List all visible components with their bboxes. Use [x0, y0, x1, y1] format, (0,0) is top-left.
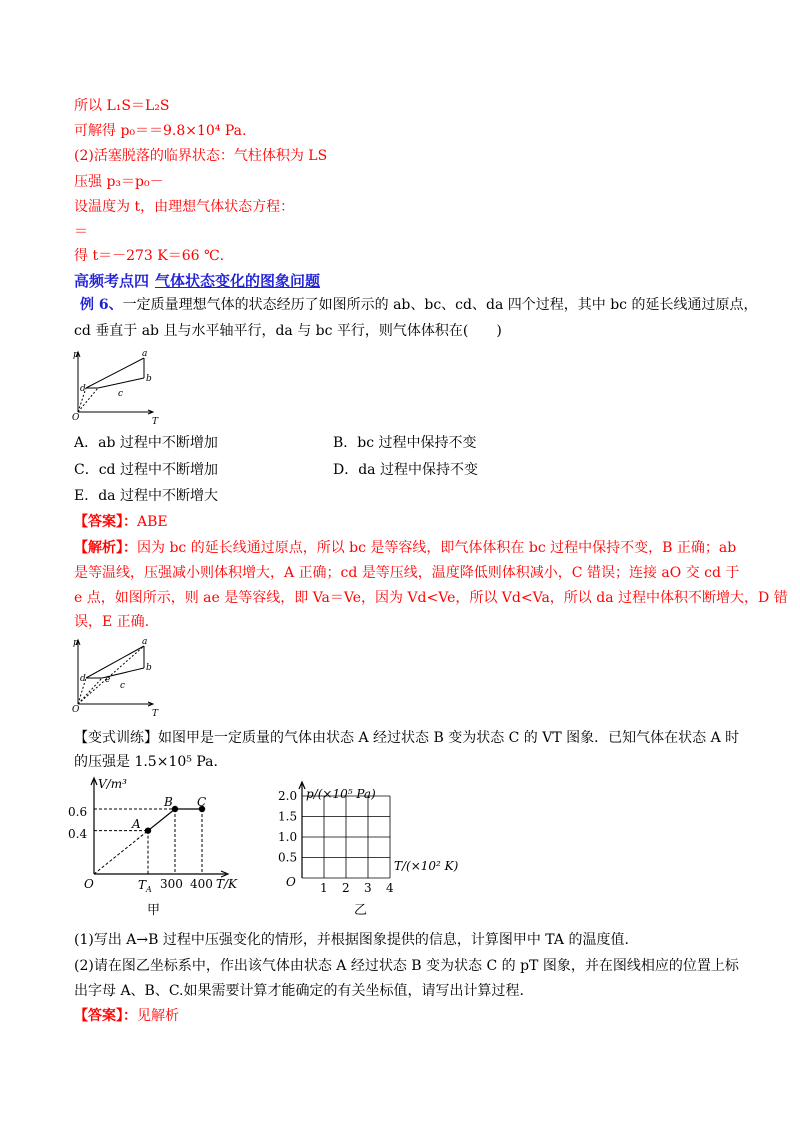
analysis-label: 【解析】： — [74, 540, 137, 556]
jia-origin-to-a-line — [94, 831, 148, 874]
example-label: 例 6、 — [80, 297, 123, 313]
chart-yi — [276, 774, 476, 924]
jia-point-label-b: B — [164, 795, 173, 809]
example-text-2: cd 垂直于 ab 且与水平轴平行，da 与 bc 平行，则气体体积在( ) — [74, 323, 502, 339]
analysis-text-1: 因为 bc 的延长线通过原点，所以 bc 是等容线，即气体体积在 bc 过程中保持不变，B 正确；ab — [137, 540, 737, 556]
jia-ytick-0.4: 0.4 — [68, 827, 88, 841]
solution-line-7: 得 t＝－273 K＝66 ℃. — [74, 248, 225, 264]
fig2-point-b: b — [146, 663, 152, 673]
yi-caption: 乙 — [354, 903, 368, 918]
solution-line-5: 设温度为 t，由理想气体状态方程： — [74, 199, 295, 215]
fig1-origin: O — [72, 413, 80, 423]
answer-1-value: ABE — [137, 514, 168, 530]
chart-jia — [60, 774, 270, 924]
fig1-point-d: d — [80, 384, 86, 394]
fig2-origin: O — [72, 705, 80, 715]
answer-2 — [74, 1006, 179, 1026]
question-1: (1)写出 A→B 过程中压强变化的情形，并根据图象提供的信息，计算图甲中 TA 的温度值. — [74, 932, 629, 948]
question-2-line-2: 出字母 A、B、C.如果需要计算才能确定的有关坐标值，请写出计算过程. — [74, 983, 524, 999]
answer-1-label: 【答案】： — [74, 514, 137, 530]
answer-2-label: 【答案】： — [74, 1008, 137, 1024]
jia-point-a — [145, 827, 151, 833]
section-label: 高频考点四 — [74, 272, 150, 290]
jia-line-ab — [148, 809, 175, 831]
analysis-line-4: 误，E 正确. — [74, 614, 150, 630]
jia-ytick-0.6: 0.6 — [68, 805, 88, 819]
example-line-1 — [80, 295, 757, 315]
variant-line-1 — [74, 728, 739, 748]
fig1-point-b: b — [146, 374, 152, 384]
yi-origin: O — [286, 875, 296, 889]
jia-xtick-300: 300 — [160, 877, 183, 891]
yi-xtick-2: 2 — [342, 881, 350, 895]
yi-xtick-4: 4 — [386, 881, 394, 895]
fig1-point-c: c — [118, 389, 124, 399]
yi-ytick-0.5: 0.5 — [278, 850, 298, 865]
fig1-point-a: a — [142, 349, 148, 359]
solution-line-1: 所以 L₁S＝L₂S — [74, 98, 170, 114]
option-d: D．da 过程中保持不变 — [333, 462, 478, 478]
fig2-axis-x: T — [152, 709, 159, 719]
variant-label: 【变式训练】 — [74, 730, 158, 746]
yi-ytick-1.5: 1.5 — [278, 809, 298, 824]
fig2-point-c: c — [120, 681, 126, 691]
figure-2 — [72, 636, 164, 720]
jia-point-label-c: C — [197, 795, 207, 809]
analysis-line-3: e 点，如图所示，则 ae 是等容线，即 Va＝Ve，因为 Vd<Ve，所以 Vd<Va，所以 da 过程中体积不断增大，D 错 — [74, 590, 788, 606]
fig1-axis-y: p — [73, 350, 79, 360]
solution-line-6: ＝ — [74, 224, 88, 240]
option-b: B．bc 过程中保持不变 — [333, 435, 477, 451]
yi-ylabel: p/(×10⁵ Pa) — [306, 787, 376, 801]
analysis-line-2: 是等温线，压强减小则体积增大，A 正确；cd 是等压线，温度降低则体积减小，C 错误；连接 aO 交 cd 于 — [74, 565, 740, 581]
variant-text-1: 如图甲是一定质量的气体由状态 A 经过状态 B 变为状态 C 的 VT 图象．已知气体在状态 A 时 — [158, 730, 740, 746]
fig2-axis-y: p — [73, 638, 79, 648]
jia-ylabel: V/m³ — [98, 777, 127, 791]
example-text-1: 一定质量理想气体的状态经历了如图所示的 ab、bc、cd、da 四个过程，其中 bc 的延长线通过原点， — [122, 297, 758, 313]
jia-origin: O — [84, 877, 94, 891]
fig2-point-d: d — [80, 674, 86, 684]
jia-xtick-ta: $T_A$ — [138, 878, 152, 894]
answer-1 — [74, 512, 168, 532]
section-title: 气体状态变化的图象问题 — [155, 272, 321, 290]
jia-xlabel: T/K — [216, 877, 238, 891]
option-c: C．cd 过程中不断增加 — [74, 462, 218, 478]
yi-ytick-1: 1.0 — [278, 830, 298, 844]
jia-caption: 甲 — [147, 903, 161, 918]
section-heading — [74, 270, 320, 292]
yi-xtick-3: 3 — [364, 881, 372, 895]
variant-line-2: 的压强是 1.5×10⁵ Pa. — [74, 754, 218, 770]
solution-line-3: (2)活塞脱落的临界状态：气柱体积为 LS — [74, 148, 328, 164]
answer-2-value: 见解析 — [137, 1008, 179, 1024]
fig1-axis-x: T — [152, 417, 159, 427]
option-a: A．ab 过程中不断增加 — [74, 435, 218, 451]
analysis-line-1 — [74, 538, 736, 558]
fig2-point-a: a — [142, 637, 148, 647]
jia-point-label-a: A — [132, 817, 141, 831]
yi-xtick-1: 1 — [320, 881, 328, 895]
yi-ytick-2: 2.0 — [278, 789, 298, 803]
fig2-point-e: e — [105, 675, 111, 685]
question-2-line-1: (2)请在图乙坐标系中，作出该气体由状态 A 经过状态 B 变为状态 C 的 pT 图象，并在图线相应的位置上标 — [74, 958, 739, 974]
solution-line-2: 可解得 p₀＝＝9.8×10⁴ Pa. — [74, 123, 247, 139]
figure-1 — [72, 348, 162, 428]
jia-xtick-400: 400 — [190, 877, 213, 891]
solution-line-4: 压强 p₃＝p₀－ — [74, 174, 164, 190]
option-e: E．da 过程中不断增大 — [74, 488, 218, 504]
yi-xlabel: T/(×10² K) — [394, 859, 459, 873]
